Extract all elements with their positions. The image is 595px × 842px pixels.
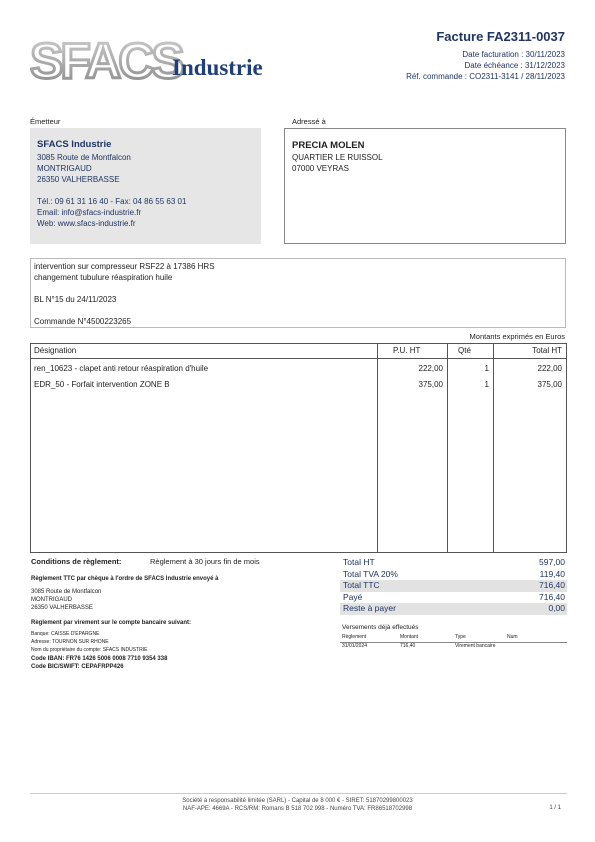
emitter-box: [30, 128, 261, 244]
note-line: Commande N°4500223265: [34, 317, 132, 326]
total-label: Total HT: [343, 557, 375, 567]
row-designation: EDR_50 - Forfait intervention ZONE B: [34, 380, 170, 389]
iban-code: Code IBAN: FR76 1426 5006 0008 7710 9354 338: [31, 656, 168, 662]
bank-details: [31, 630, 147, 654]
emitter-website[interactable]: Web: www.sfacs-industrie.fr: [37, 219, 136, 228]
cheque-address-line: 26350 VALHERBASSE: [31, 605, 93, 611]
currency-note: Montants exprimés en Euros: [469, 332, 565, 341]
remaining-row: [340, 603, 567, 615]
row-designation: ren_10623 - clapet anti retour réaspiration d'huile: [34, 364, 209, 373]
emitter-contact: [37, 196, 186, 229]
emitter-label: Émetteur: [30, 117, 61, 126]
emitter-address: [37, 152, 131, 185]
header-quantity: Qté: [458, 346, 471, 355]
bic-code: Code BIC/SWIFT: CEPAFRPP426: [31, 664, 124, 670]
recipient-box: [284, 128, 566, 244]
invoice-notes: [30, 258, 566, 328]
invoice-date: Date facturation : 30/11/2023: [462, 50, 565, 59]
header-unit-price: P.U. HT: [393, 346, 421, 355]
recipient-name: PRECIA MOLEN: [292, 140, 365, 151]
total-label: Total TVA 20%: [343, 568, 398, 579]
bank-codes: [31, 655, 167, 671]
emitter-address-line: MONTRIGAUD: [37, 164, 92, 173]
payments-table: [340, 634, 567, 650]
note-line: BL N°15 du 24/11/2023: [34, 295, 117, 304]
total-ttc-row: [340, 580, 567, 592]
emitter-phone: Tél.: 09 61 31 16 40 - Fax: 04 86 55 63 01: [37, 197, 187, 206]
conditions-value: Règlement à 30 jours fin de mois: [150, 557, 260, 566]
invoice-meta: [406, 49, 565, 82]
recipient-address: [292, 152, 383, 174]
cheque-address: [31, 588, 101, 612]
footer: [0, 797, 595, 813]
virement-title: Règlement par virement sur le compte bancaire suivant:: [31, 620, 192, 626]
invoice-title: Facture FA2311-0037: [436, 29, 565, 44]
header-total: Total HT: [532, 346, 562, 355]
note-spacer: [34, 283, 562, 294]
row-unit-price: 222,00: [418, 364, 443, 373]
paid-row: [340, 592, 567, 604]
emitter-address-line: 26350 VALHERBASSE: [37, 175, 120, 184]
row-total: 222,00: [537, 364, 562, 373]
total-value: 119,40: [539, 568, 565, 579]
footer-legal-line: Société à responsabilité limitée (SARL) - Capital de 8 000 € - SIRET: 51870299800023: [182, 798, 413, 804]
note-spacer: [34, 305, 562, 316]
total-ht-row: [340, 557, 567, 569]
totals-block: [340, 557, 567, 615]
row-total: 375,00: [537, 380, 562, 389]
total-value: 716,40: [539, 580, 565, 590]
invoice-due-date: Date échéance : 31/12/2023: [464, 61, 565, 70]
total-value: 716,40: [539, 591, 565, 602]
recipient-address-line: QUARTIER LE RUISSOL: [292, 153, 383, 162]
emitter-email[interactable]: Email: info@sfacs-industrie.fr: [37, 208, 142, 217]
total-value: 0,00: [548, 603, 565, 613]
logo-sub-text: Industrie: [172, 55, 263, 80]
cheque-address-line: 3085 Route de Montfalcon: [31, 589, 102, 595]
table-header: [31, 344, 566, 359]
total-tva-row: [340, 569, 567, 581]
row-unit-price: 375,00: [418, 380, 443, 389]
bank-line: Adresse: TOURNON SUR RHONE: [31, 639, 109, 645]
column-divider: [493, 344, 494, 552]
emitter-address-line: 3085 Route de Montfalcon: [37, 153, 131, 162]
footer-divider: [30, 793, 567, 794]
total-label: Payé: [343, 591, 363, 602]
emitter-name: SFACS Industrie: [37, 139, 112, 150]
payment-amount: 716,40: [400, 643, 416, 649]
bank-line: Nom du propriétaire du compte: SFACS INDUSTRIE: [31, 647, 148, 653]
total-value: 597,00: [539, 557, 565, 567]
payments-header-cell: Num: [507, 634, 518, 640]
cheque-title: Règlement TTC par chèque à l'ordre de SFACS Industrie envoyé à: [31, 576, 219, 582]
row-quantity: 1: [484, 364, 489, 373]
payments-header-cell: Règlement: [342, 634, 367, 640]
payments-header: [340, 634, 567, 643]
order-reference: Réf. commande : CO2311-3141 / 28/11/2023: [406, 72, 565, 81]
page-number: 1 / 1: [549, 805, 561, 811]
items-table: [30, 343, 567, 553]
payments-header-cell: Montant: [400, 634, 419, 640]
note-line: intervention sur compresseur RSF22 à 17386 HRS: [34, 262, 215, 271]
payment-date: 31/01/2024: [342, 643, 368, 649]
payments-row: [340, 643, 567, 651]
total-label: Total TTC: [343, 580, 380, 590]
footer-legal-line: NAF-APE: 4669A - RCS/RM: Romans B 518 702 998 - Numéro TVA: FR86518702998: [182, 806, 413, 812]
row-quantity: 1: [484, 380, 489, 389]
cheque-address-line: MONTRIGAUD: [31, 597, 72, 603]
conditions-label: Conditions de règlement:: [31, 557, 122, 566]
recipient-address-line: 07000 VEYRAS: [292, 164, 349, 173]
bank-line: Banque: CAISSE D'EPARGNE: [31, 631, 100, 637]
header-designation: Désignation: [34, 346, 77, 355]
payments-title: Versements déjà effectués: [342, 624, 419, 631]
recipient-label: Adressé à: [292, 117, 326, 126]
logo-main-text: SFACS: [30, 34, 182, 86]
payment-type: Virement bancaire: [455, 643, 496, 649]
total-label: Reste à payer: [343, 603, 396, 613]
note-line: changement tubulure réaspiration huile: [34, 273, 173, 282]
payments-header-cell: Type: [455, 634, 466, 640]
